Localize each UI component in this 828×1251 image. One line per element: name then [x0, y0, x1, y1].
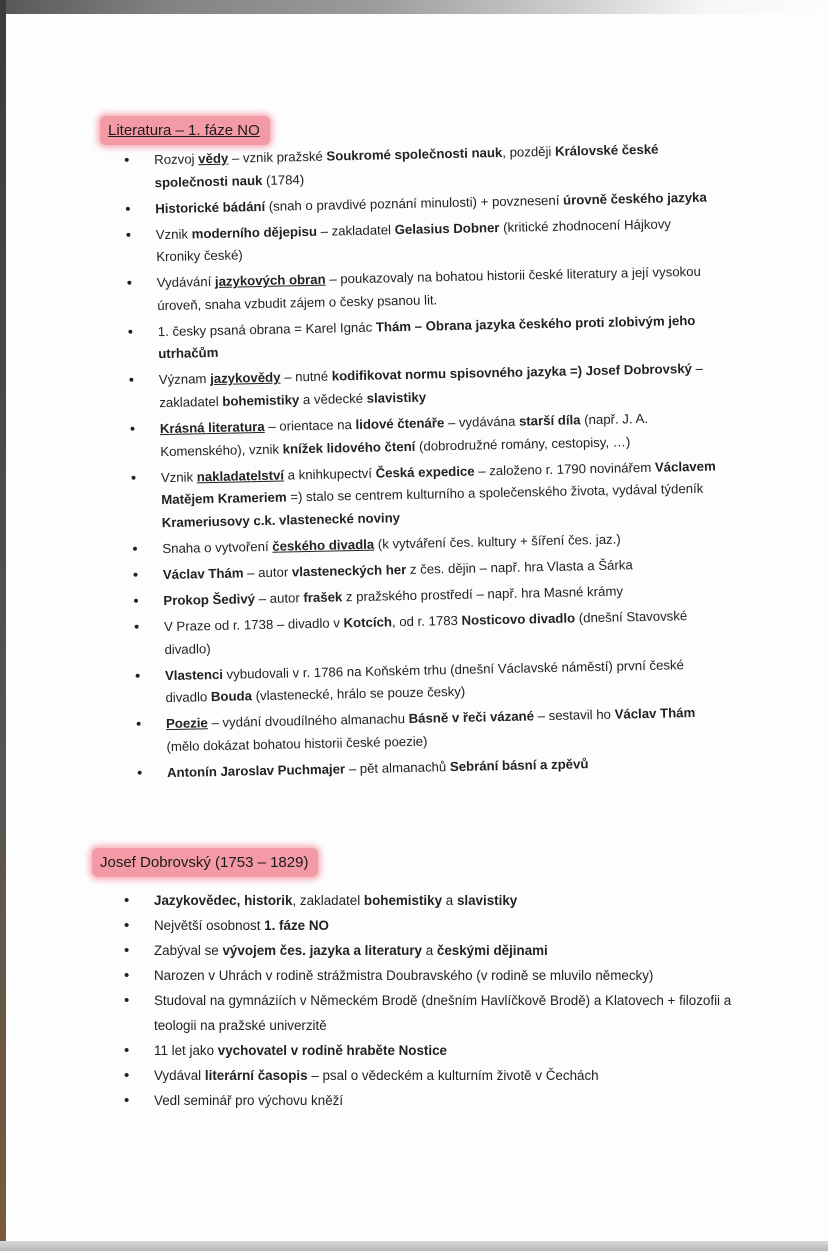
text-run: Václavem Matějem Krameriem: [161, 458, 716, 508]
bullet-list-dobrovsky: [116, 888, 736, 1113]
text-run: Česká expedice: [375, 463, 475, 481]
list-item: [116, 1063, 736, 1088]
text-run: (dnešní Stavovské divadlo): [164, 608, 688, 657]
text-run: Vydávání: [156, 274, 216, 291]
text-run: jazykových obran: [214, 271, 326, 290]
text-run: Snaha o vytvoření: [162, 538, 273, 556]
text-run: Královské české společnosti nauk: [154, 141, 659, 190]
list-item: [120, 309, 721, 367]
scan-shadow-left: [0, 0, 6, 1251]
text-run: Rozvoj: [154, 151, 199, 168]
text-run: (mělo dokázat bohatou historii české poezie): [166, 733, 428, 754]
scan-shadow-top: [0, 0, 828, 14]
text-run: – vydání dvoudílného almanachu: [207, 711, 409, 731]
text-run: a: [442, 893, 457, 908]
text-run: a vědecké: [299, 390, 367, 408]
list-item: [123, 455, 724, 535]
text-run: – zakladatel: [159, 361, 704, 411]
text-run: a: [421, 943, 437, 958]
text-run: Jazykovědec, historik: [154, 893, 293, 908]
list-item: [116, 913, 736, 938]
text-run: Vznik: [160, 469, 197, 485]
list-item: [128, 702, 729, 760]
text-run: Thám – Obrana jazyka českého proti zlobivým jeho utrhačům: [158, 312, 696, 362]
text-run: – psal o vědeckém a kulturním životě v Čechách: [307, 1068, 599, 1083]
text-run: Narozen v Uhrách v rodině strážmistra Doubravského (v rodině se mluvilo německy): [154, 968, 654, 983]
text-run: Kotcích: [343, 614, 393, 631]
text-run: jazykovědy: [209, 370, 281, 387]
list-item: [118, 212, 719, 270]
text-run: Vedl seminář pro výchovu kněží: [154, 1093, 344, 1108]
scan-shadow-bottom: [0, 1241, 828, 1251]
text-run: , později: [502, 143, 556, 160]
text-run: – zakladatel: [316, 221, 395, 239]
text-run: Krameriusovy c.k. vlastenecké noviny: [161, 509, 401, 530]
text-run: Poezie: [165, 715, 208, 732]
text-run: slavistiky: [366, 389, 427, 406]
list-item: [119, 261, 720, 319]
text-run: Největší osobnost: [154, 918, 265, 933]
text-run: (dobrodružné romány, cestopisy, …): [415, 433, 631, 454]
section-heading-literatura: Literatura – 1. fáze NO: [100, 116, 270, 145]
text-run: Studoval na gymnáziích v Německém Brodě (dnešním Havlíčkově Brodě) a Klatovech + filozofii a teologii na pražské univerzitě: [154, 993, 732, 1033]
text-run: – vznik pražské: [228, 148, 327, 166]
text-run: 1. česky psaná obrana = Karel Ignác: [157, 319, 377, 340]
text-run: 11 let jako: [154, 1043, 218, 1058]
text-run: knížek lidového čtení: [282, 438, 416, 457]
text-run: (k vytváření čes. kultury + šíření čes. jaz.): [374, 531, 621, 552]
text-run: vybudovali v r. 1786 na Koňském trhu (dnešní Václavské náměstí) první české divadlo: [165, 656, 685, 706]
text-run: Bouda: [210, 688, 253, 705]
text-run: Václav Thám: [614, 705, 696, 722]
text-run: – nutné: [280, 369, 332, 386]
text-run: Soukromé společnosti nauk: [326, 144, 503, 164]
text-run: Krásná literatura: [159, 419, 265, 437]
text-run: =) stalo se centrem kulturního a společenského života, vydával týdeník: [286, 480, 704, 505]
text-run: českého divadla: [272, 536, 375, 554]
text-run: úrovně českého jazyka: [562, 189, 707, 208]
text-run: vývojem čes. jazyka a literatury: [222, 943, 422, 958]
text-run: literární časopis: [204, 1068, 308, 1083]
text-run: – pět almanachů: [344, 758, 451, 777]
list-item: [122, 406, 723, 464]
text-run: – autor: [243, 564, 293, 581]
text-run: starší díla: [518, 412, 581, 429]
text-run: Význam: [158, 371, 211, 388]
list-item: [116, 1038, 736, 1063]
list-item: [121, 358, 722, 416]
text-run: Sebrání básní a zpěvů: [449, 756, 589, 774]
list-item: [127, 653, 728, 711]
text-run: českými dějinami: [436, 943, 548, 958]
text-run: Václav Thám: [162, 565, 244, 582]
text-run: Historické bádání: [155, 198, 266, 216]
text-run: Nosticovo divadlo: [461, 610, 576, 628]
text-run: (např. J. A. Komenského), vznik: [160, 410, 649, 459]
text-run: vychovatel v rodině hraběte Nostice: [217, 1043, 447, 1058]
text-run: nakladatelství: [196, 467, 285, 485]
text-run: frašek: [303, 589, 343, 606]
text-run: vlasteneckých her: [291, 561, 407, 580]
text-run: , zakladatel: [292, 893, 364, 908]
text-run: Zabýval se: [154, 943, 223, 958]
text-run: Gelasius Dobner: [394, 219, 500, 237]
text-run: moderního dějepisu: [191, 223, 318, 242]
bullet-list-literatura: [116, 137, 729, 788]
text-run: Vznik: [155, 226, 192, 242]
text-run: – vydávána: [444, 413, 520, 431]
list-item: [116, 938, 736, 963]
text-run: 1. fáze NO: [264, 918, 329, 933]
list-item: [126, 604, 727, 662]
text-run: Vydával: [154, 1068, 205, 1083]
text-run: bohemistiky: [363, 893, 443, 908]
text-run: (snah o pravdivé poznání minulosti) + povznesení: [264, 192, 564, 214]
text-run: (vlastenecké, hrálo se pouze česky): [251, 683, 466, 704]
list-item: [116, 137, 717, 195]
text-run: – autor: [254, 590, 304, 607]
text-run: – založeno r. 1790 novinářem: [474, 459, 656, 479]
text-run: z čes. dějin – např. hra Vlasta a Šárka: [406, 557, 633, 577]
list-item: [116, 1088, 736, 1113]
text-run: Prokop Šedivý: [163, 591, 256, 609]
text-run: V Praze od r. 1738 – divadlo v: [163, 615, 344, 635]
text-run: a knihkupectví: [283, 465, 376, 483]
text-run: Vlastenci: [164, 666, 224, 683]
text-run: Antonín Jaroslav Puchmajer: [166, 761, 346, 780]
list-item: [116, 888, 736, 913]
text-run: bohemistiky: [222, 392, 300, 409]
text-run: (1784): [262, 171, 305, 188]
text-run: slavistiky: [456, 893, 518, 908]
text-run: z pražského prostředí – např. hra Masné krámy: [342, 583, 624, 605]
text-run: – orientace na: [264, 417, 356, 435]
text-run: vědy: [198, 150, 229, 167]
text-run: lidové čtenáře: [355, 415, 445, 433]
section-heading-dobrovsky: Josef Dobrovský (1753 – 1829): [92, 848, 318, 877]
list-item: [116, 988, 736, 1038]
text-run: – poukazovaly na bohatou historii české literatury a její vysokou úroveň, snaha vzbudit zájem o česky psanou lit.: [157, 264, 702, 313]
text-run: (kritické zhodnocení Hájkovy Kroniky české): [156, 216, 672, 265]
text-run: – sestavil ho: [533, 706, 615, 724]
text-run: , od r. 1783: [391, 612, 462, 630]
text-run: Básně v řeči vázané: [408, 708, 535, 727]
text-run: kodifikovat normu spisovného jazyka =) Josef Dobrovský: [331, 361, 693, 384]
list-item: [116, 963, 736, 988]
